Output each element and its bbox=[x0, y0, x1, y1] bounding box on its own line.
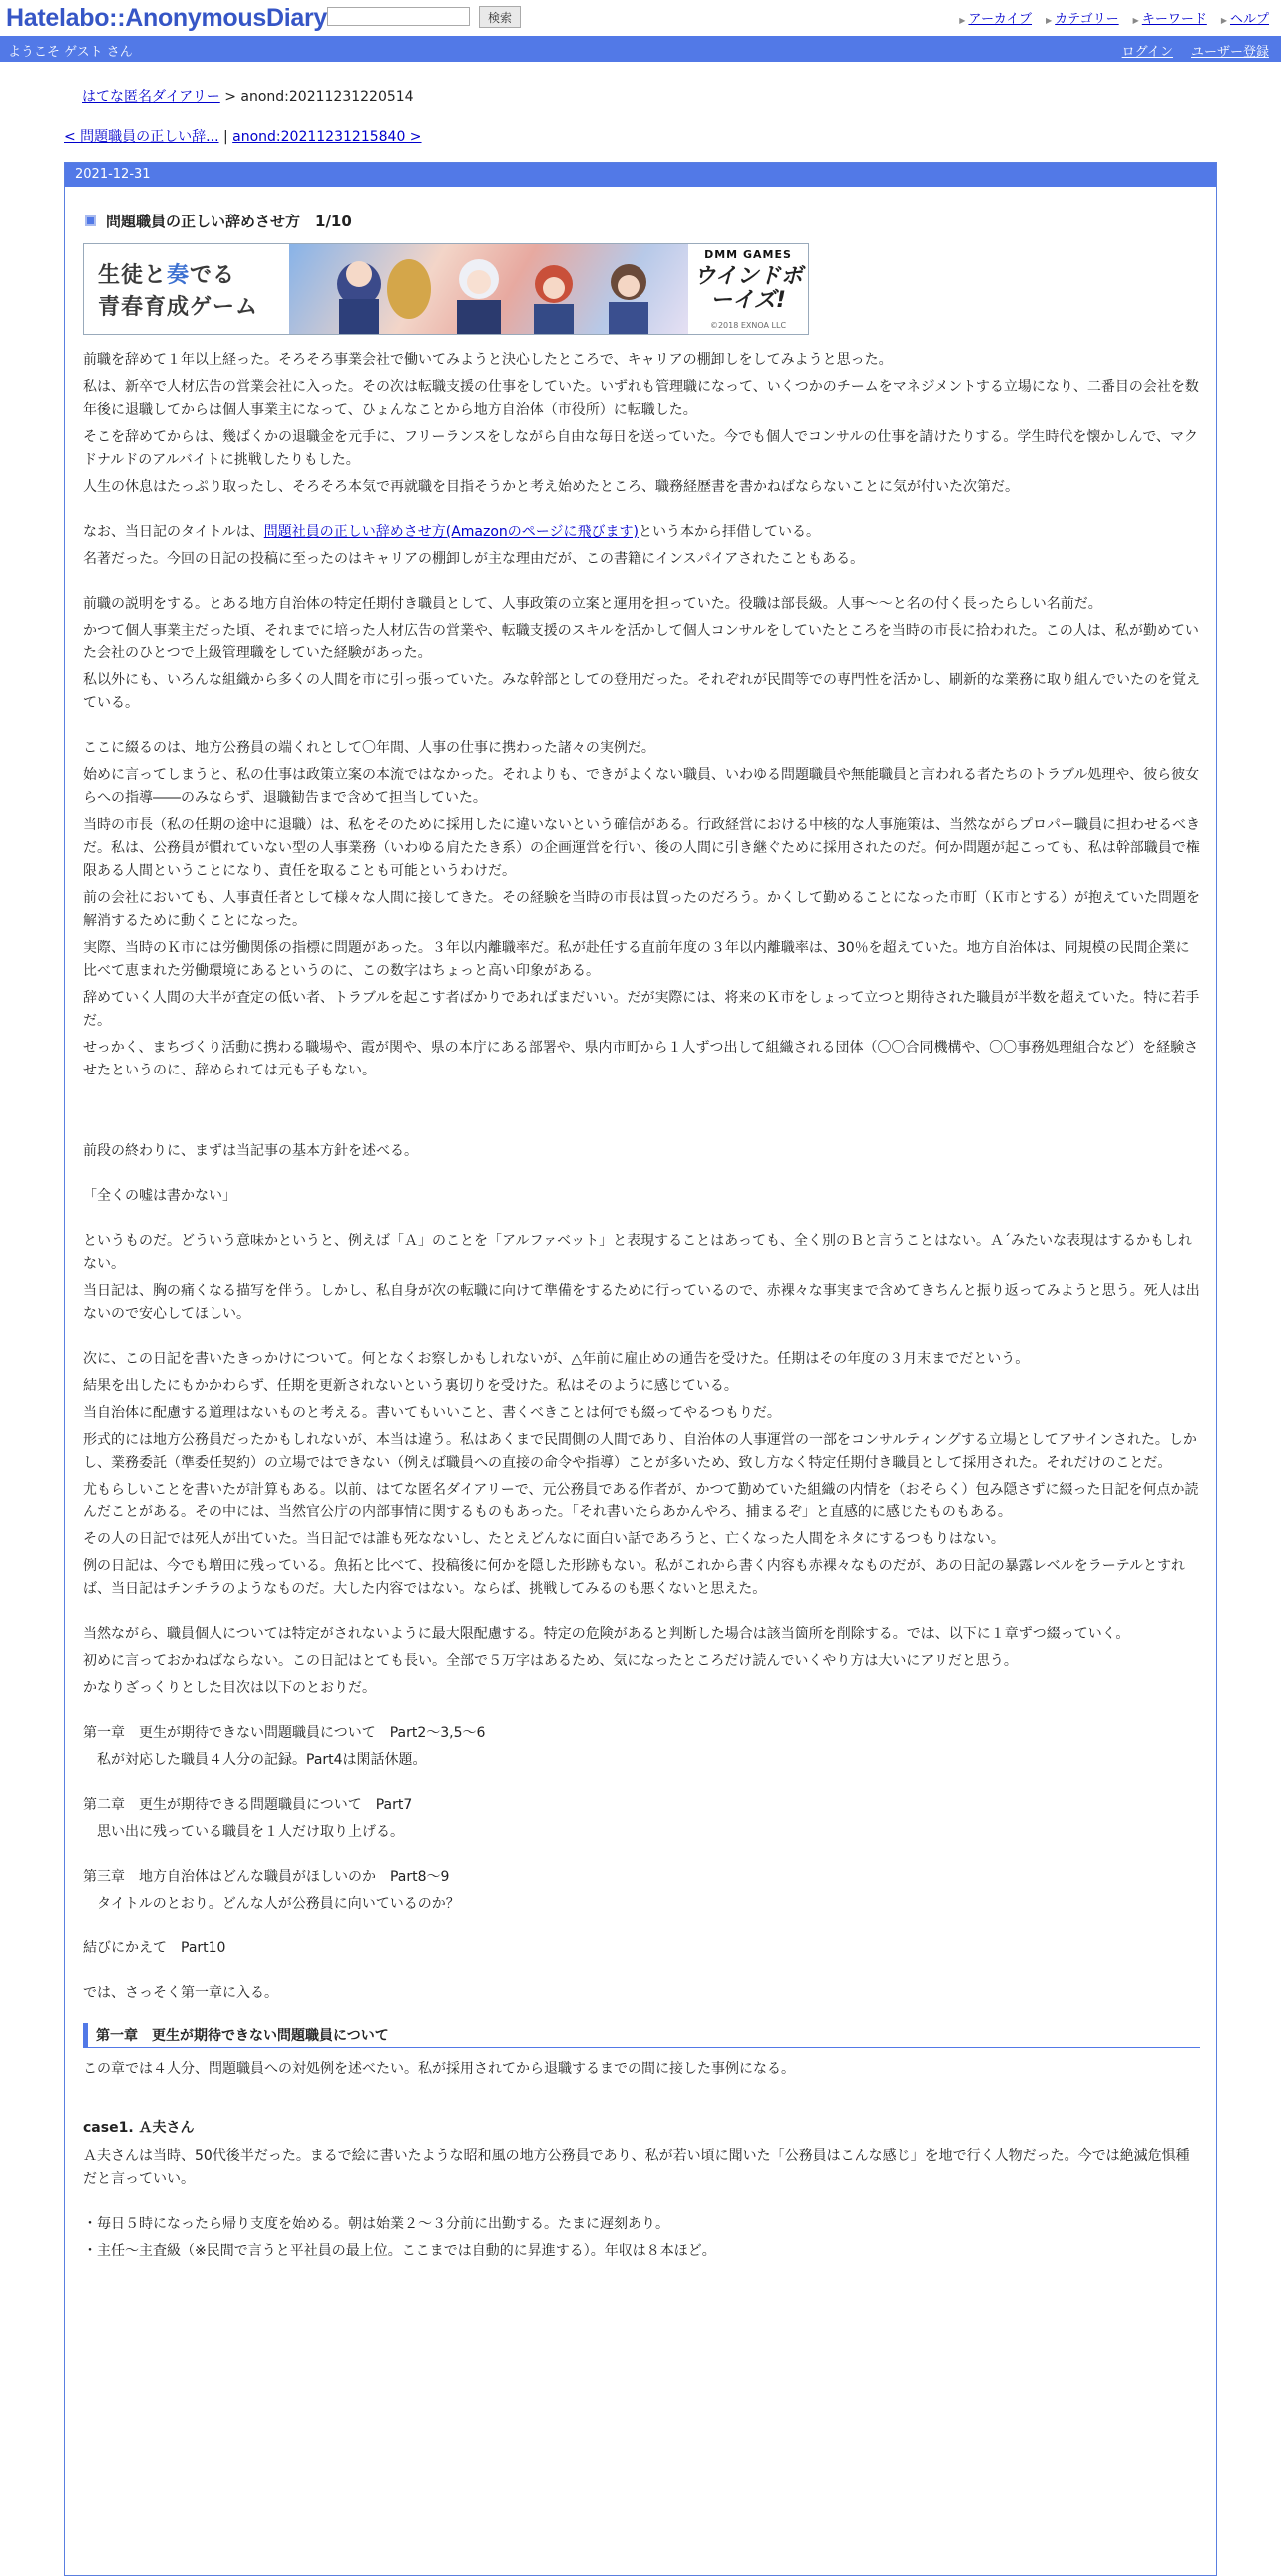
breadcrumb-current: anond:20211231220514 bbox=[240, 89, 414, 105]
ad-copyright: ©2018 EXNOA LLC bbox=[709, 321, 787, 330]
login-link[interactable]: ログイン bbox=[1121, 45, 1173, 60]
paragraph: かなりざっくりとした目次は以下のとおりだ。 bbox=[83, 1680, 376, 1696]
paragraph: では、さっそく第一章に入る。 bbox=[83, 1985, 278, 2001]
ad-line1b: 奏 bbox=[167, 263, 191, 288]
breadcrumb-home-link[interactable]: はてな匿名ダイアリー bbox=[82, 89, 220, 105]
paragraph-text: なお、当日記のタイトルは、 bbox=[83, 524, 264, 540]
ad-illustration bbox=[289, 244, 688, 334]
paragraph: 始めに言ってしまうと、私の仕事は政策立案の本流ではなかった。それよりも、できがよくない職員、いわゆる問題職員や無能職員と言われる者たちのトラブル処理や、彼ら彼女らへの指導――のみならず、退職勧告まで含めて担当していた。 bbox=[83, 767, 1200, 806]
paragraph: 当自治体に配慮する道理はないものと考える。書いてもいいこと、書くべきことは何でも綴ってやるつもりだ。 bbox=[83, 1405, 781, 1421]
prev-entry-link[interactable]: < 問題職員の正しい辞... bbox=[64, 129, 219, 145]
chapter-heading: 第一章 更生が期待できない問題職員について bbox=[83, 2023, 1200, 2048]
amazon-book-link[interactable]: 問題社員の正しい辞めさせ方(Amazonのページに飛びます) bbox=[263, 524, 639, 540]
ad-line1c: でる bbox=[190, 263, 236, 288]
paragraph: というものだ。どういう意味かというと、例えば「Ａ」のことを「アルファベット」と表現することはあっても、全く別のＢと言うことはない。Ａ´みたいな表現はするかもしれない。 bbox=[83, 1233, 1193, 1272]
paragraph: 辞めていく人間の大半が査定の低い者、トラブルを起こす者ばかりであればまだいい。だが実際には、将来のＫ市をしょって立つと期待された職員が半数を超えていた。特に若手だ。 bbox=[83, 990, 1200, 1029]
breadcrumb-separator: > bbox=[219, 89, 241, 105]
welcome-text: ようこそ ゲスト さん bbox=[8, 45, 133, 60]
toc-item: 結びにかえて Part10 bbox=[83, 1940, 226, 1956]
paragraph: 前職の説明をする。とある地方自治体の特定任期付き職員として、人事政策の立案と運用を担っていた。役職は部長級。人事～～と名の付く長ったらしい名前だ。 bbox=[83, 596, 1102, 612]
paragraph: 当然ながら、職員個人については特定がされないように最大限配慮する。特定の危険があると判断した場合は該当箇所を削除する。では、以下に１章ずつ綴っていく。 bbox=[83, 1626, 1130, 1642]
toc-item: 第三章 地方自治体はどんな職員がほしいのか Part8～9 bbox=[83, 1869, 450, 1885]
bullet-item: ・主任～主査級（※民間で言うと平社員の最上位。ここまでは自動的に昇進する）。年収は８本ほど。 bbox=[83, 2243, 716, 2259]
day-date: 2021-12-31 bbox=[65, 163, 1216, 187]
ad-game-title: ウインドボーイズ! bbox=[693, 264, 803, 313]
paragraph: 実際、当時のＫ市には労働関係の指標に問題があった。３年以内離職率だ。私が赴任する直前年度の３年以内離職率は、30％を超えていた。地方自治体は、同規模の民間企業に比べて恵まれた労働環境にあるというのに、この数字はちょっと高い印象がある。 bbox=[83, 940, 1190, 979]
paragraph: ここに綴るのは、地方公務員の端くれとして〇年間、人事の仕事に携わった諸々の実例だ。 bbox=[83, 740, 655, 756]
paragraph: この章では４人分、問題職員への対処例を述べたい。私が採用されてから退職するまでの間に接した事例になる。 bbox=[83, 2061, 795, 2077]
entry-title bbox=[85, 211, 1200, 231]
site-logo[interactable]: Hatelabo::AnonymousDiary bbox=[6, 4, 328, 32]
paragraph: 初めに言っておかねばならない。この日記はとても長い。全部で５万字はあるため、気になったところだけ読んでいくやり方は大いにアリだと思う。 bbox=[83, 1653, 1018, 1669]
archive-link[interactable]: ▶ アーカイブ bbox=[959, 8, 1032, 27]
bullet-item: ・毎日５時になったら帰り支度を始める。朝は始業２～３分前に出勤する。たまに遅刻あり。 bbox=[83, 2216, 669, 2232]
paragraph: かつて個人事業主だった頃、それまでに培った人材広告の営業や、転職支援のスキルを活かして個人コンサルをしていたところを当時の市長に拾われた。この人は、私が勤めていた会社のひとつで上級管理職をしていた経験があった。 bbox=[83, 623, 1199, 661]
paragraph bbox=[83, 521, 1200, 544]
breadcrumb bbox=[82, 86, 414, 106]
day-section bbox=[64, 162, 1217, 2576]
toc-item-description: 思い出に残っている職員を１人だけ取り上げる。 bbox=[83, 1824, 404, 1840]
pager-separator: | bbox=[218, 129, 233, 145]
paragraph: 私以外にも、いろんな組織から多くの人間を市に引っ張っていた。みな幹部としての登用だった。それぞれが民間等での専門性を活かし、刷新的な業務に取り組んでいたのを覚えている。 bbox=[83, 672, 1200, 711]
paragraph: 形式的には地方公務員だったかもしれないが、本当は違う。私はあくまで民間側の人間であり、自治体の人事運営の一部をコンサルティングする立場としてアサインされた。しかし、業務委託（準委任契約）の立場ではできない（例えば職員への直接の命令や指導）ことが多いため、致し方なく特定任期付き職員として採用された。それだけのことだ。 bbox=[83, 1432, 1197, 1471]
paragraph: 次に、この日記を書いたきっかけについて。何となくお察しかもしれないが、△年前に雇止めの通告を受けた。任期はその年度の３月末までだという。 bbox=[83, 1351, 1030, 1367]
keyword-link[interactable]: ▶ キーワード bbox=[1133, 8, 1207, 27]
paragraph: 前段の終わりに、まずは当記事の基本方針を述べる。 bbox=[83, 1143, 418, 1159]
ad-copy bbox=[84, 244, 289, 334]
ad-characters-image bbox=[289, 244, 688, 334]
paragraph: 前職を辞めて１年以上経った。そろそろ事業会社で働いてみようと決心したところで、キャリアの棚卸しをしてみようと思った。 bbox=[83, 352, 893, 368]
user-bar bbox=[0, 36, 1281, 62]
toc-item: 第二章 更生が期待できる問題職員について Part7 bbox=[83, 1797, 413, 1813]
paragraph-text: という本から拝借している。 bbox=[638, 524, 820, 540]
category-link[interactable]: ▶ カテゴリー bbox=[1046, 8, 1119, 27]
paragraph: 人生の休息はたっぷり取ったし、そろそろ本気で再就職を目指そうかと考え始めたところ、職務経歴書を書かねばならないことに気が付いた次第だ。 bbox=[83, 479, 1019, 495]
paragraph: その人の日記では死人が出ていた。当日記では誰も死なないし、たとえどんなに面白い話であろうと、亡くなった人間をネタにするつもりはない。 bbox=[83, 1531, 1005, 1547]
entry-square-icon[interactable] bbox=[85, 215, 96, 226]
ad-banner[interactable] bbox=[83, 243, 809, 335]
paragraph: 例の日記は、今でも増田に残っている。魚拓と比べて、投稿後に何かを隠した形跡もない。私がこれから書く内容も赤裸々なものだが、あの日記の暴露レベルをラーテルとすれば、当日記はチンチラのようなものだ。大した内容ではない。ならば、挑戦してみるのも悪くないと思えた。 bbox=[83, 1558, 1186, 1597]
entry-title-text: 問題職員の正しい辞めさせ方 1/10 bbox=[106, 213, 352, 230]
paragraph: 「全くの嘘は書かない」 bbox=[83, 1188, 236, 1204]
paragraph: 私は、新卒で人材広告の営業会社に入った。その次は転職支援の仕事をしていた。いずれも管理職になって、いくつかのチームをマネジメントする立場になり、二番目の会社を数年後に退職してからは個人事業主になって、ひょんなことから地方自治体（市役所）に転職した。 bbox=[83, 379, 1199, 418]
ad-line2: 青春育成ゲーム bbox=[98, 295, 259, 320]
ad-brand: DMM GAMES bbox=[704, 248, 792, 261]
next-entry-link[interactable]: anond:20211231215840 > bbox=[232, 129, 422, 145]
entry-body bbox=[83, 203, 1200, 2267]
paragraph: 結果を出したにもかかわらず、任期を更新されないという裏切りを受けた。私はそのように感じている。 bbox=[83, 1378, 738, 1394]
register-link[interactable]: ユーザー登録 bbox=[1190, 45, 1269, 60]
paragraph: せっかく、まちづくり活動に携わる職場や、霞が関や、県の本庁にある部署や、県内市町から１人ずつ出して組織される団体（〇〇合同機構や、〇〇事務処理組合など）を経験させたというのに、辞められては元も子もない。 bbox=[83, 1040, 1199, 1078]
top-links bbox=[959, 8, 1269, 27]
paragraph: 当日記は、胸の痛くなる描写を伴う。しかし、私自身が次の転職に向けて準備をするために行っているので、赤裸々な事実まで含めてきちんと振り返ってみようと思う。死人は出ないので安心してほしい。 bbox=[83, 1283, 1200, 1322]
toc-item: 第一章 更生が期待できない問題職員について Part2～3,5～6 bbox=[83, 1725, 486, 1741]
search-button[interactable]: 検索 bbox=[479, 6, 521, 28]
help-link[interactable]: ▶ ヘルプ bbox=[1221, 8, 1269, 27]
paragraph: そこを辞めてからは、幾ばくかの退職金を元手に、フリーランスをしながら自由な毎日を送っていた。今でも個人でコンサルの仕事を請けたりする。学生時代を懐かしんで、マクドナルドのアルバイトに挑戦したりもした。 bbox=[83, 429, 1199, 468]
paragraph: 当時の市長（私の任期の途中に退職）は、私をそのために採用したに違いないという確信がある。行政経営における中核的な人事施策は、当然ながらプロパー職員に担わせるべきだ。私は、公務員が慣れていない型の人事業務（いわゆる肩たたき系）の企画運営を行い、後の人間に引き継ぐために採用されたのだ。何か問題が起こっても、私は幹部職員で権限ある人間ということになり、責任を取ることも可能というわけだ。 bbox=[83, 817, 1200, 879]
header bbox=[0, 0, 1281, 36]
toc-item-description: タイトルのとおり。どんな人が公務員に向いているのか？ bbox=[83, 1896, 460, 1912]
search-input[interactable] bbox=[327, 7, 470, 26]
paragraph: 前の会社においても、人事責任者として様々な人間に接してきた。その経験を当時の市長は買ったのだろう。かくして勤めることになった市町（Ｋ市とする）が抱えていた問題を解消するために動くことになった。 bbox=[83, 890, 1200, 929]
ad-logo bbox=[688, 244, 808, 334]
pager bbox=[64, 126, 422, 146]
toc-item-description: 私が対応した職員４人分の記録。Part4は閑話休題。 bbox=[83, 1752, 427, 1768]
paragraph: 尤もらしいことを書いたが計算もある。以前、はてな匿名ダイアリーで、元公務員である作者が、かつて勤めていた組織の内情を（おそらく）包み隠さずに綴った日記を何点か読んだことがある。その中には、当然官公庁の内部事情に関するものもあった。「それ書いたらあかんやろ、捕まるぞ」と直感的に感じたものもある。 bbox=[83, 1482, 1199, 1520]
paragraph: Ａ夫さんは当時、50代後半だった。まるで絵に書いたような昭和風の地方公務員であり、私が若い頃に聞いた「公務員はこんな感じ」を地で行く人物だった。今では絶滅危惧種だと言っていい。 bbox=[83, 2148, 1190, 2187]
case-heading: case1. Ａ夫さん bbox=[83, 2120, 195, 2136]
paragraph: 名著だった。今回の日記の投稿に至ったのはキャリアの棚卸しが主な理由だが、この書籍にインスパイアされたこともある。 bbox=[83, 551, 865, 567]
ad-line1a: 生徒と bbox=[98, 263, 168, 288]
